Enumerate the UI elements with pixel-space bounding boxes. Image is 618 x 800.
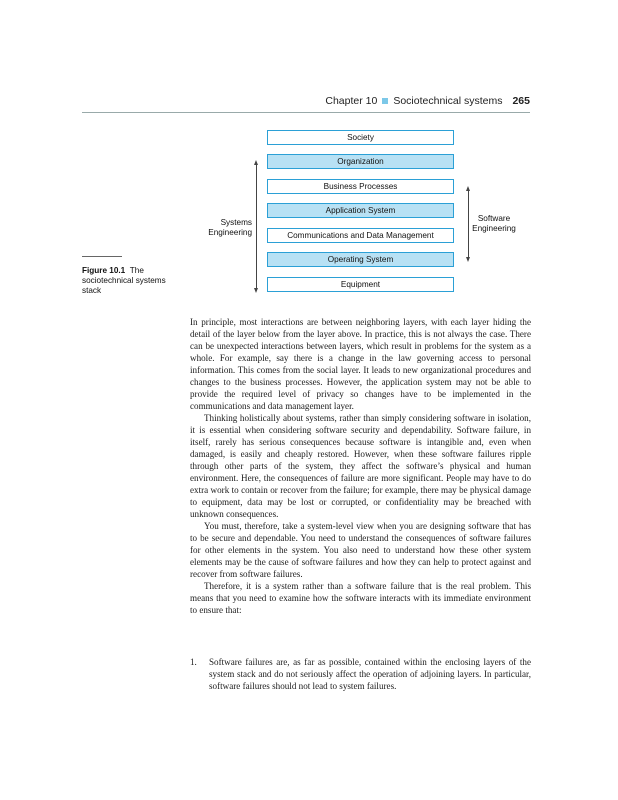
layer-operating-system: Operating System (267, 252, 454, 267)
paragraph: You must, therefore, take a system-level view when you are designing software that has to be secure and dependable. You need to understand the consequences of software failures for other elements in the system. You also need to understand how these other system elements may be the cause of software failures and how they can help to protect against and recover from software failures. (190, 521, 531, 579)
layer-communications-data-management: Communications and Data Management (267, 228, 454, 243)
figure-caption (82, 266, 192, 296)
paragraph: In principle, most interactions are between neighboring layers, with each layer hiding the detail of the layer below from the layer above. In practice, this is not always the case. There can be unexpected interactions between layers, which result in problems for the system as a whole. For example, say there is a change in the law governing access to personal information. This comes from the social layer. It leads to new organizational procedures and changes to the business processes. However, the application system may not be able to provide the required level of privacy so changes have to be implemented in the communications and data management layer. (190, 317, 531, 411)
caption-line-1: The (129, 266, 144, 275)
software-engineering-label: Software Engineering (472, 214, 516, 233)
layer-business-processes: Business Processes (267, 179, 454, 194)
layer-application-system: Application System (267, 203, 454, 218)
list-text: Software failures are, as far as possible, contained within the enclosing layers of the system stack and do not seriously affect the operation of adjoining layers. In particular, software failures should not lead to system failures. (209, 657, 531, 691)
figure-number: Figure 10.1 (82, 266, 126, 275)
layer-equipment: Equipment (267, 277, 454, 292)
systems-arrow-down-icon (254, 288, 258, 293)
numbered-list (190, 656, 531, 692)
list-number: 1. (190, 657, 197, 667)
layer-society: Society (267, 130, 454, 145)
layer-organization: Organization (267, 154, 454, 169)
systems-engineering-label: Systems Engineering (208, 218, 252, 237)
caption-line-3: stack (82, 286, 102, 295)
page-number: 265 (512, 95, 530, 107)
software-arrow-down-icon (466, 257, 470, 262)
square-bullet-icon (382, 98, 388, 104)
list-item (190, 656, 531, 692)
caption-rule (82, 256, 122, 257)
page-header (190, 95, 530, 111)
paragraph: Thinking holistically about systems, rather than simply considering software in isolation, it is essential when considering software security and dependability. Software failure, in itself, rarely has serious consequences because software is intangible and, even when damaged, is easily and cheaply restored. However, when these software failures ripple through other parts of the system, they affect the software’s physical and human environment. Here, the consequences of failure are more significant. People may have to do extra work to contain or recover from the failure; for example, there may be physical damage to equipment, data may be lost or corrupted, or confidentiality may be breached with unknown consequences. (190, 413, 531, 519)
chapter-title: Sociotechnical systems (393, 95, 503, 107)
caption-line-2: sociotechnical systems (82, 276, 166, 285)
systems-engineering-line (256, 164, 257, 289)
paragraph: Therefore, it is a system rather than a software failure that is the real problem. This means that you need to examine how the software interacts with its immediate environment to ensure that: (190, 581, 531, 615)
chapter-label: Chapter 10 (325, 95, 378, 107)
body-text (190, 316, 531, 616)
header-rule (82, 112, 530, 113)
